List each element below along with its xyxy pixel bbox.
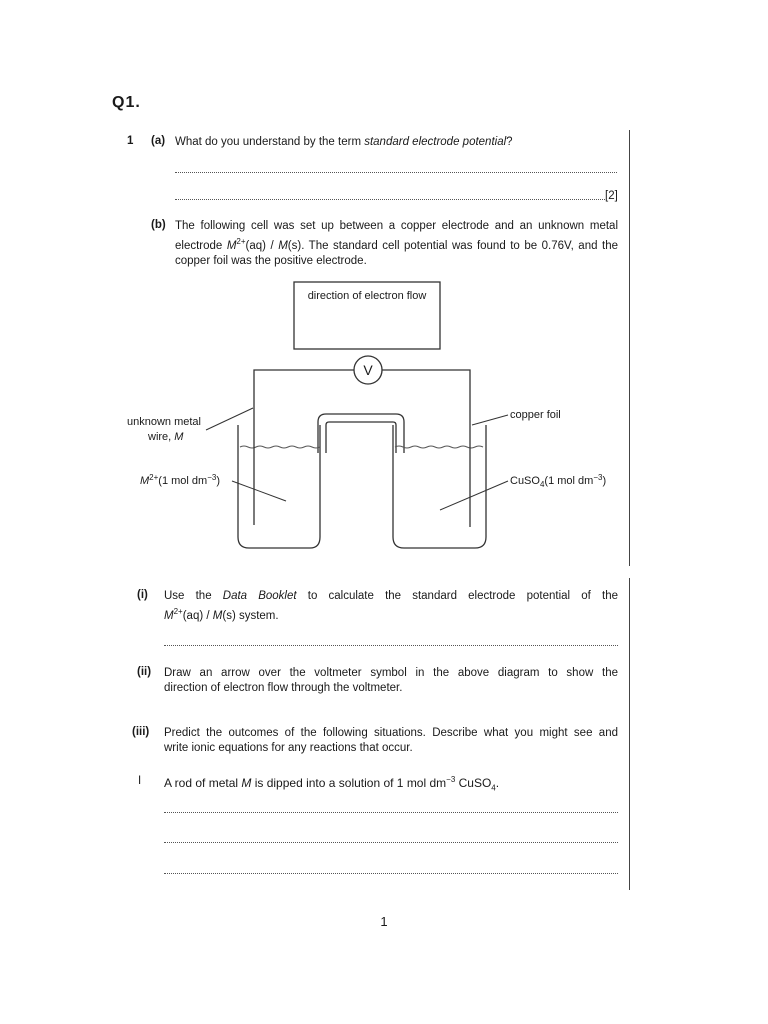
right-solution-close: ) <box>602 475 607 487</box>
right-solution-exp: −3 <box>593 473 603 482</box>
part-ii-text <box>164 666 618 696</box>
part-iii-label: (iii) <box>132 726 150 738</box>
part-b-line2 <box>175 234 618 254</box>
leader-metal-wire <box>206 408 253 430</box>
part-I-mid: is dipped into a solution of 1 mol dm <box>251 776 447 790</box>
part-i-ion: M <box>164 609 174 622</box>
part-b-text <box>175 219 618 269</box>
leader-copper-foil <box>472 415 508 425</box>
part-I-metal: M <box>241 776 252 790</box>
part-a-text-after: ? <box>506 136 513 148</box>
voltmeter-label: V <box>363 362 373 378</box>
label-wire-m <box>147 431 184 443</box>
answer-line-I-3[interactable] <box>164 873 618 874</box>
label-wire-pre: wire, <box>148 431 175 443</box>
left-solution-surface <box>240 446 320 448</box>
part-iii-line1: Predict the outcomes of the following situations. Describe what you might see and <box>164 727 618 739</box>
part-b-line2-mid: (aq) / <box>245 239 279 252</box>
answer-line-a1[interactable] <box>175 172 617 173</box>
label-left-solution <box>140 473 220 487</box>
left-solution-charge: 2+ <box>149 473 159 482</box>
part-I-exp: −3 <box>446 775 456 784</box>
part-i-mid: (aq) / <box>182 609 213 622</box>
part-b-line3: copper foil was the positive electrode. <box>175 254 367 267</box>
part-a-question <box>175 135 513 150</box>
leader-right-solution <box>440 481 508 510</box>
part-I-sub: 4 <box>491 783 496 793</box>
label-right-solution <box>510 473 606 489</box>
part-i-pre: Use the <box>164 590 223 602</box>
page-number: 1 <box>380 914 388 929</box>
part-i-line2-post: (s) system. <box>222 609 279 622</box>
left-beaker <box>238 425 320 548</box>
part-ii-line1: Draw an arrow over the voltmeter symbol in the above diagram to show the <box>164 667 618 679</box>
right-beaker <box>393 425 486 548</box>
label-unknown-metal: unknown metal <box>127 416 201 428</box>
left-solution-ion: M <box>140 475 150 487</box>
part-iii-line2: write ionic equations for any reactions that occur. <box>164 742 413 754</box>
right-wire <box>382 370 470 437</box>
answer-line-a2[interactable] <box>175 199 605 200</box>
part-a-marks: [2] <box>605 190 618 202</box>
part-b-label: (b) <box>151 219 166 231</box>
part-ii-line2: direction of electron flow through the voltmeter. <box>164 682 403 694</box>
part-b-ion: M <box>226 239 237 252</box>
part-I-post: CuSO <box>455 776 492 790</box>
part-b-line2-pre: electrode <box>175 239 227 252</box>
label-wire-italic: M <box>174 431 184 443</box>
answer-line-i[interactable] <box>164 645 618 646</box>
part-a-label: (a) <box>151 135 166 147</box>
part-i-charge: 2+ <box>173 607 183 616</box>
electron-flow-box-label: direction of electron flow <box>307 290 427 302</box>
part-b-line2-post: (s). The standard cell potential was found to be 0.76V, and the <box>287 239 618 252</box>
right-solution-sub: 4 <box>539 480 545 489</box>
part-I-pre: A rod of metal <box>164 776 242 790</box>
answer-line-I-2[interactable] <box>164 842 618 843</box>
leader-left-solution <box>232 481 286 501</box>
part-i-line2 <box>164 604 618 624</box>
part-b-line1: The following cell was set up between a copper electrode and an unknown metal <box>175 220 618 232</box>
part-i-post: to calculate the standard electrode potential of the <box>296 590 618 602</box>
label-copper-foil: copper foil <box>510 409 561 421</box>
part-i-label: (i) <box>137 589 148 601</box>
part-i-text <box>164 589 618 624</box>
left-solution-exp: −3 <box>207 473 217 482</box>
left-solution-conc: (1 mol dm <box>158 475 208 487</box>
part-i-data-booklet: Data Booklet <box>222 590 297 602</box>
right-solution-conc: (1 mol dm <box>544 475 594 487</box>
right-solution-pre: CuSO <box>510 475 540 487</box>
left-wire <box>254 370 354 437</box>
left-solution-close: ) <box>216 475 220 487</box>
part-i-line1 <box>164 589 618 604</box>
part-I-end: . <box>495 776 500 790</box>
part-b-metal: M <box>278 239 288 252</box>
question-number: 1 <box>127 135 134 147</box>
part-ii-label: (ii) <box>137 666 152 678</box>
salt-bridge-inner <box>326 422 396 453</box>
part-i-metal: M <box>212 609 223 622</box>
electrochemical-cell-diagram <box>110 275 630 570</box>
margin-rule-bottom <box>629 578 630 890</box>
salt-bridge-outer <box>318 414 404 453</box>
part-I-label: I <box>138 775 142 787</box>
question-heading: Q1. <box>112 94 141 111</box>
part-a-text-before: What do you understand by the term <box>175 136 365 148</box>
part-iii-text <box>164 726 618 756</box>
part-b-charge: 2+ <box>236 237 246 246</box>
part-a-term: standard electrode potential <box>364 136 507 148</box>
part-I-text <box>164 772 499 795</box>
answer-line-I-1[interactable] <box>164 812 618 813</box>
